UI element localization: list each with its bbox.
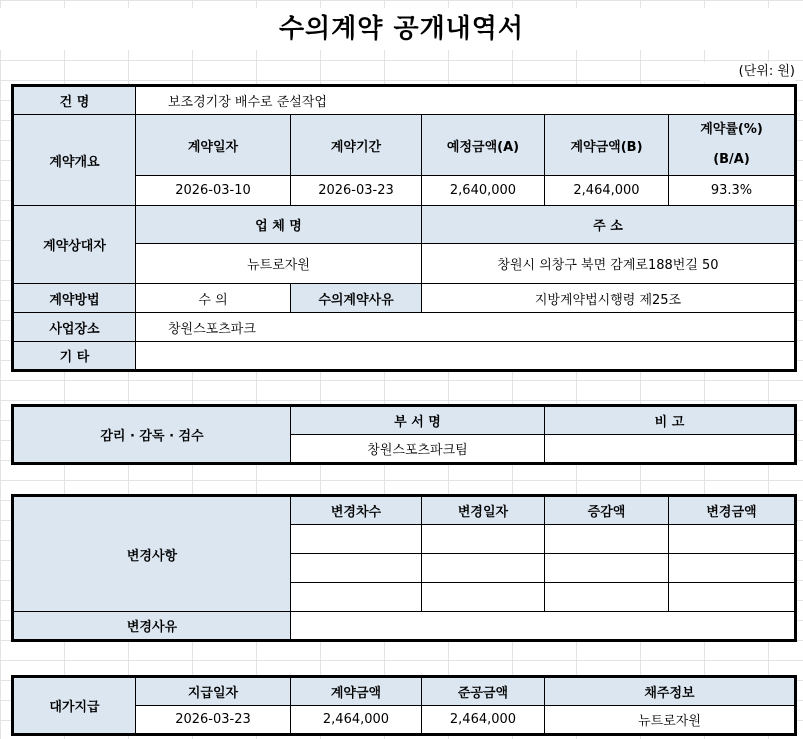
completion-amount-header: 준공금액 xyxy=(422,677,545,706)
contract-rate-header-line1: 계약률(%) xyxy=(700,122,763,137)
address-value: 창원시 의창구 북면 감계로188번길 50 xyxy=(422,244,796,284)
site-label: 사업장소 xyxy=(13,313,136,342)
pay-contract-amount-value: 2,464,000 xyxy=(291,706,422,735)
change-cell xyxy=(291,554,422,583)
change-reason-label: 변경사유 xyxy=(13,612,291,641)
pay-contract-amount-header: 계약금액 xyxy=(291,677,422,706)
unit-note: (단위: 원) xyxy=(700,62,795,82)
etc-label: 기 타 xyxy=(13,342,136,371)
site-value: 창원스포츠파크 xyxy=(136,313,796,342)
change-cell xyxy=(291,525,422,554)
change-cell xyxy=(422,554,545,583)
completion-amount-value: 2,464,000 xyxy=(422,706,545,735)
change-cell xyxy=(291,583,422,612)
pay-date-value: 2026-03-23 xyxy=(136,706,291,735)
payment-table xyxy=(11,675,797,736)
method-value: 수 의 xyxy=(136,284,291,313)
payment-label: 대가지급 xyxy=(13,677,136,735)
supervision-label: 감리 · 감독 · 검수 xyxy=(13,406,291,464)
contract-rate-header-line2: (B/A) xyxy=(713,152,750,167)
contract-amount-header: 계약금액(B) xyxy=(545,115,669,176)
change-cell xyxy=(545,583,669,612)
estimated-amount-value: 2,640,000 xyxy=(422,176,545,206)
change-cell xyxy=(422,583,545,612)
change-label: 변경사항 xyxy=(13,496,291,612)
pay-date-header: 지급일자 xyxy=(136,677,291,706)
etc-value xyxy=(136,342,796,371)
contract-period-value: 2026-03-23 xyxy=(291,176,422,206)
change-date-header: 변경일자 xyxy=(422,496,545,525)
change-amount-header: 변경금액 xyxy=(669,496,796,525)
remarks-value xyxy=(545,435,796,464)
contract-rate-value: 93.3% xyxy=(669,176,796,206)
change-round-header: 변경차수 xyxy=(291,496,422,525)
department-value: 창원스포츠파크팀 xyxy=(291,435,545,464)
change-cell xyxy=(422,525,545,554)
contract-date-value: 2026-03-10 xyxy=(136,176,291,206)
change-cell xyxy=(669,554,796,583)
contract-amount-value: 2,464,000 xyxy=(545,176,669,206)
overview-label: 계약개요 xyxy=(13,115,136,206)
change-diff-header: 증감액 xyxy=(545,496,669,525)
change-cell xyxy=(545,554,669,583)
page-title: 수의계약 공개내역서 xyxy=(0,8,803,50)
company-value: 뉴트로자원 xyxy=(136,244,422,284)
estimated-amount-header: 예정금액(A) xyxy=(422,115,545,176)
creditor-value: 뉴트로자원 xyxy=(545,706,796,735)
party-label: 계약상대자 xyxy=(13,206,136,284)
department-header: 부 서 명 xyxy=(291,406,545,435)
contract-rate-header xyxy=(669,115,796,176)
reason-label: 수의계약사유 xyxy=(291,284,422,313)
change-cell xyxy=(669,583,796,612)
contract-date-header: 계약일자 xyxy=(136,115,291,176)
contract-table xyxy=(11,84,797,372)
remarks-header: 비 고 xyxy=(545,406,796,435)
method-label: 계약방법 xyxy=(13,284,136,313)
address-header: 주 소 xyxy=(422,206,796,244)
company-header: 업 체 명 xyxy=(136,206,422,244)
reason-value: 지방계약법시행령 제25조 xyxy=(422,284,796,313)
change-table xyxy=(11,494,797,642)
creditor-header: 채주정보 xyxy=(545,677,796,706)
change-reason-value xyxy=(291,612,796,641)
case-label: 건 명 xyxy=(13,86,136,115)
change-cell xyxy=(669,525,796,554)
supervision-table xyxy=(11,404,797,465)
contract-period-header: 계약기간 xyxy=(291,115,422,176)
change-cell xyxy=(545,525,669,554)
case-name-value: 보조경기장 배수로 준설작업 xyxy=(136,86,796,115)
